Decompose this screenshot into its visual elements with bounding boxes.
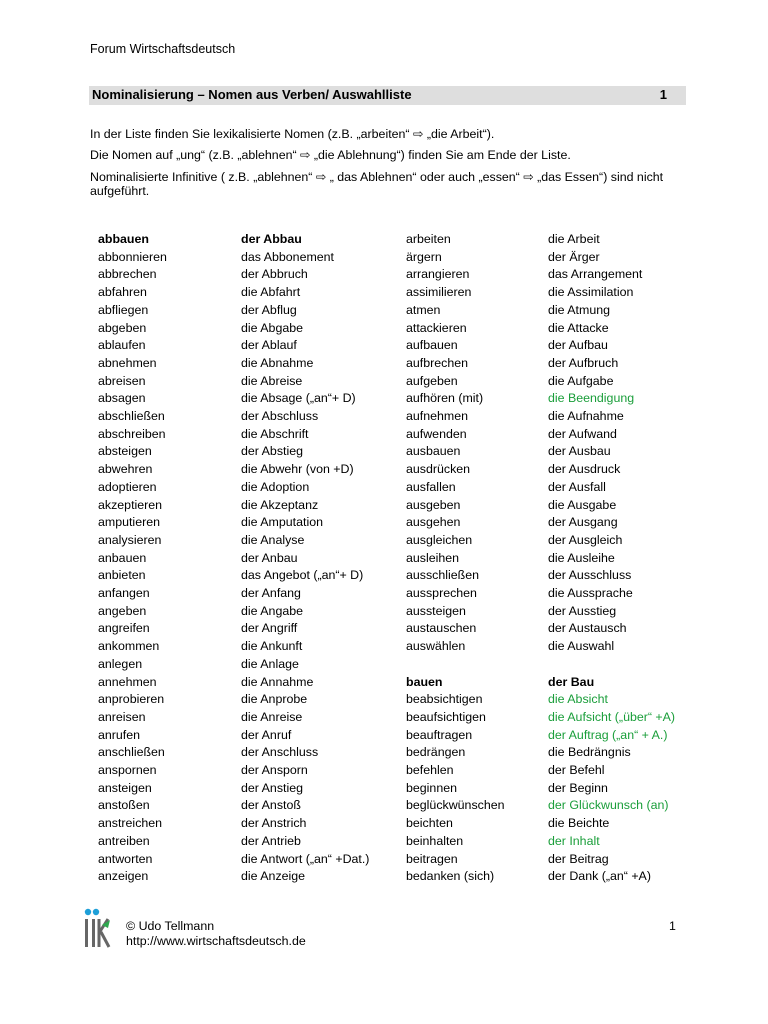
right-noun-cell: der Aufbruch — [548, 355, 619, 370]
left-verb-cell: abbonnieren — [98, 249, 167, 264]
left-verb-cell: angeben — [98, 603, 147, 618]
left-verb-cell: ablaufen — [98, 338, 146, 353]
page-title: Nominalisierung – Nomen aus Verben/ Auswahlliste — [92, 87, 412, 102]
right-verb-cell: assimilieren — [406, 285, 472, 300]
right-verb-cell: beauftragen — [406, 727, 473, 742]
left-verb-cell: angreifen — [98, 621, 150, 636]
left-verb-cell: annehmen — [98, 674, 157, 689]
right-noun-cell: der Befehl — [548, 763, 605, 777]
right-verb-cell: ärgern — [406, 249, 442, 264]
left-noun-cell: der Anruf — [241, 727, 292, 742]
right-verb-cell: beichten — [406, 816, 453, 831]
right-verb-cell: ausbauen — [406, 444, 461, 459]
left-noun-cell: die Akzeptanz — [241, 497, 319, 512]
right-noun-cell: der Aufwand — [548, 426, 617, 441]
left-noun-cell: die Anlage — [241, 656, 299, 671]
left-verb-cell: abwehren — [98, 462, 153, 477]
left-noun-cell: der Ansporn — [241, 763, 308, 777]
left-noun-cell: die Abschrift — [241, 426, 309, 441]
left-noun-cell: die Absage („an“+ D) — [241, 391, 356, 406]
left-verb-cell: anzeigen — [98, 869, 149, 884]
right-noun-cell: der Ausfall — [548, 479, 606, 494]
left-noun-cell: die Angabe — [241, 603, 304, 618]
left-noun-cell: die Adoption — [241, 479, 310, 494]
right-noun-cell: der Bau — [548, 674, 595, 689]
left-verb-cell: analysieren — [98, 532, 162, 547]
right-noun-cell: der Ausgleich — [548, 532, 623, 547]
left-verb-cell: adoptieren — [98, 479, 157, 494]
right-verb-cell: arrangieren — [406, 267, 470, 282]
forum-header: Forum Wirtschaftsdeutsch — [90, 42, 236, 56]
left-verb-cell: anspornen — [98, 763, 157, 777]
right-noun-cell: der Ausbau — [548, 444, 611, 459]
left-noun-cell: der Abschluss — [241, 409, 319, 423]
title-bar — [89, 86, 686, 105]
left-noun-cell: das Abbonement — [241, 249, 335, 264]
intro-line-2: Die Nomen auf „ung“ (z.B. „ablehnen“ ⇨ „die Ablehnung“) finden Sie am Ende der Liste. — [90, 148, 571, 162]
right-verb-cell: beinhalten — [406, 833, 464, 848]
left-noun-cell: der Anbau — [241, 550, 298, 565]
left-verb-cell: anbauen — [98, 550, 147, 565]
left-verb-cell: abbrechen — [98, 267, 157, 282]
right-verb-cell: beitragen — [406, 851, 458, 866]
left-verb-cell: abschreiben — [98, 426, 166, 441]
left-verb-cell: anprobieren — [98, 692, 165, 707]
right-noun-cell: der Austausch — [548, 621, 627, 636]
left-noun-cell: die Annahme — [241, 674, 314, 689]
left-verb-cell: anstreichen — [98, 816, 163, 831]
right-noun-cell: der Ausgang — [548, 515, 618, 530]
right-noun-cell: der Aufbau — [548, 338, 608, 353]
left-verb-cell: ansteigen — [98, 780, 152, 795]
title-number: 1 — [659, 87, 667, 102]
right-verb-cell: beginnen — [406, 780, 457, 795]
right-noun-cell: der Ausstieg — [548, 603, 617, 618]
right-noun-cell: die Attacke — [548, 320, 609, 335]
left-verb-cell: anschließen — [98, 745, 165, 760]
right-verb-cell: aufwenden — [406, 426, 467, 441]
left-noun-cell: die Antwort („an“ +Dat.) — [241, 851, 370, 866]
right-verb-cell: aufbrechen — [406, 355, 469, 370]
right-noun-cell: die Auswahl — [548, 639, 615, 654]
right-noun-cell: die Aufnahme — [548, 409, 624, 423]
right-verb-cell: ausleihen — [406, 550, 460, 565]
right-verb-cell: ausgehen — [406, 515, 461, 530]
right-verb-cell: ausgeben — [406, 497, 461, 512]
right-verb-cell: ausschließen — [406, 568, 480, 583]
left-noun-cell: die Abwehr (von +D) — [241, 462, 354, 477]
left-verb-cell: abgeben — [98, 320, 147, 335]
left-verb-cell: abfahren — [98, 285, 147, 300]
intro-line-1: In der Liste finden Sie lexikalisierte Nomen (z.B. „arbeiten“ ⇨ „die Arbeit“). — [90, 127, 495, 141]
right-verb-cell: aussteigen — [406, 603, 466, 618]
left-noun-cell: die Abfahrt — [241, 285, 301, 300]
left-noun-cell: die Amputation — [241, 515, 323, 530]
footer-url: http://www.wirtschaftsdeutsch.de — [126, 934, 306, 948]
left-verb-cell: abreisen — [98, 373, 146, 388]
left-verb-cell: abbauen — [98, 232, 149, 246]
left-verb-cell: anstoßen — [98, 798, 150, 813]
left-verb-cell: anrufen — [98, 727, 141, 742]
left-noun-cell: die Ankunft — [241, 639, 303, 654]
left-noun-cell: der Ablauf — [241, 338, 297, 353]
left-verb-cell: anfangen — [98, 586, 150, 600]
left-verb-cell: akzeptieren — [98, 497, 163, 512]
right-verb-cell: austauschen — [406, 621, 477, 636]
right-verb-cell: ausfallen — [406, 479, 456, 494]
right-verb-cell: ausgleichen — [406, 532, 473, 547]
left-verb-cell: ankommen — [98, 639, 160, 654]
right-verb-cell: befehlen — [406, 763, 454, 777]
right-noun-cell: der Glückwunsch (an) — [548, 798, 669, 813]
left-noun-cell: die Anprobe — [241, 692, 308, 707]
right-verb-cell: arbeiten — [406, 232, 451, 246]
right-verb-cell: ausdrücken — [406, 462, 471, 477]
left-noun-cell: der Abbruch — [241, 267, 308, 282]
right-noun-cell: der Auftrag („an“ + A.) — [548, 727, 668, 742]
left-noun-cell: der Anstieg — [241, 780, 303, 795]
right-noun-cell: die Aufsicht („über“ +A) — [548, 709, 676, 724]
left-noun-cell: die Abnahme — [241, 355, 314, 370]
right-noun-cell: der Beitrag — [548, 851, 609, 866]
right-verb-cell: beaufsichtigen — [406, 709, 486, 724]
right-noun-cell: der Ausschluss — [548, 568, 632, 583]
left-verb-cell: abschließen — [98, 409, 165, 423]
left-noun-cell: der Angriff — [241, 621, 298, 636]
left-verb-cell: abfliegen — [98, 302, 149, 317]
wirtschaftsdeutsch-logo — [82, 906, 112, 950]
right-noun-cell: die Bedrängnis — [548, 745, 631, 760]
left-noun-cell: der Anstrich — [241, 816, 307, 831]
intro-line-3: Nominalisierte Infinitive ( z.B. „ablehnen“ ⇨ „ das Ablehnen“ oder auch „essen“ ⇨ „das Essen“) sind nicht aufgeführt. — [90, 170, 664, 198]
left-noun-cell: der Anschluss — [241, 745, 319, 760]
left-noun-cell: der Abflug — [241, 302, 297, 317]
right-verb-cell: bedanken (sich) — [406, 869, 495, 884]
right-noun-cell: die Beichte — [548, 816, 610, 831]
right-noun-cell: die Aussprache — [548, 586, 633, 600]
left-verb-cell: abnehmen — [98, 355, 157, 370]
left-noun-cell: das Angebot („an“+ D) — [241, 568, 364, 583]
right-verb-cell: auswählen — [406, 639, 466, 654]
right-noun-cell: der Beginn — [548, 780, 608, 795]
left-verb-cell: antreiben — [98, 833, 150, 848]
right-noun-cell: die Ausleihe — [548, 550, 615, 565]
right-verb-cell: beabsichtigen — [406, 692, 483, 707]
right-verb-cell: aufbauen — [406, 338, 458, 353]
left-verb-cell: absagen — [98, 391, 146, 406]
left-verb-cell: anreisen — [98, 709, 146, 724]
right-noun-cell: der Ausdruck — [548, 462, 621, 477]
right-noun-cell: die Atmung — [548, 302, 610, 317]
footer-copyright: © Udo Tellmann — [126, 919, 215, 933]
right-verb-cell: atmen — [406, 302, 441, 317]
left-noun-cell: der Abstieg — [241, 444, 303, 459]
left-noun-cell: der Anstoß — [241, 798, 301, 813]
footer-page-number: 1 — [669, 919, 676, 933]
right-noun-cell: das Arrangement — [548, 267, 643, 282]
right-noun-cell: die Ausgabe — [548, 497, 617, 512]
left-verb-cell: anlegen — [98, 656, 143, 671]
left-verb-cell: antworten — [98, 851, 153, 866]
left-noun-cell: die Abreise — [241, 373, 303, 388]
left-noun-cell: die Anzeige — [241, 869, 306, 884]
right-verb-cell: aufnehmen — [406, 409, 469, 423]
right-noun-cell: die Aufgabe — [548, 373, 614, 388]
left-verb-cell: amputieren — [98, 515, 160, 530]
right-noun-cell: die Assimilation — [548, 285, 634, 300]
right-noun-cell: der Ärger — [548, 249, 600, 264]
left-verb-cell: anbieten — [98, 568, 146, 583]
left-verb-cell: absteigen — [98, 444, 152, 459]
right-verb-cell: bauen — [406, 674, 443, 689]
right-noun-cell: die Absicht — [548, 692, 608, 707]
right-verb-cell: attackieren — [406, 320, 467, 335]
right-noun-cell: der Dank („an“ +A) — [548, 869, 651, 884]
right-noun-cell: die Beendigung — [548, 391, 635, 406]
right-verb-cell: aufgeben — [406, 373, 458, 388]
right-verb-cell: bedrängen — [406, 745, 466, 760]
left-noun-cell: der Anfang — [241, 586, 301, 600]
right-noun-cell: der Inhalt — [548, 833, 600, 848]
right-verb-cell: aufhören (mit) — [406, 391, 484, 406]
right-verb-cell: beglückwünschen — [406, 798, 505, 813]
left-noun-cell: die Anreise — [241, 709, 303, 724]
right-noun-cell: die Arbeit — [548, 232, 600, 246]
left-noun-cell: die Analyse — [241, 532, 305, 547]
right-verb-cell: aussprechen — [406, 586, 477, 600]
left-noun-cell: die Abgabe — [241, 320, 304, 335]
left-noun-cell: der Abbau — [241, 232, 302, 246]
left-noun-cell: der Antrieb — [241, 833, 301, 848]
